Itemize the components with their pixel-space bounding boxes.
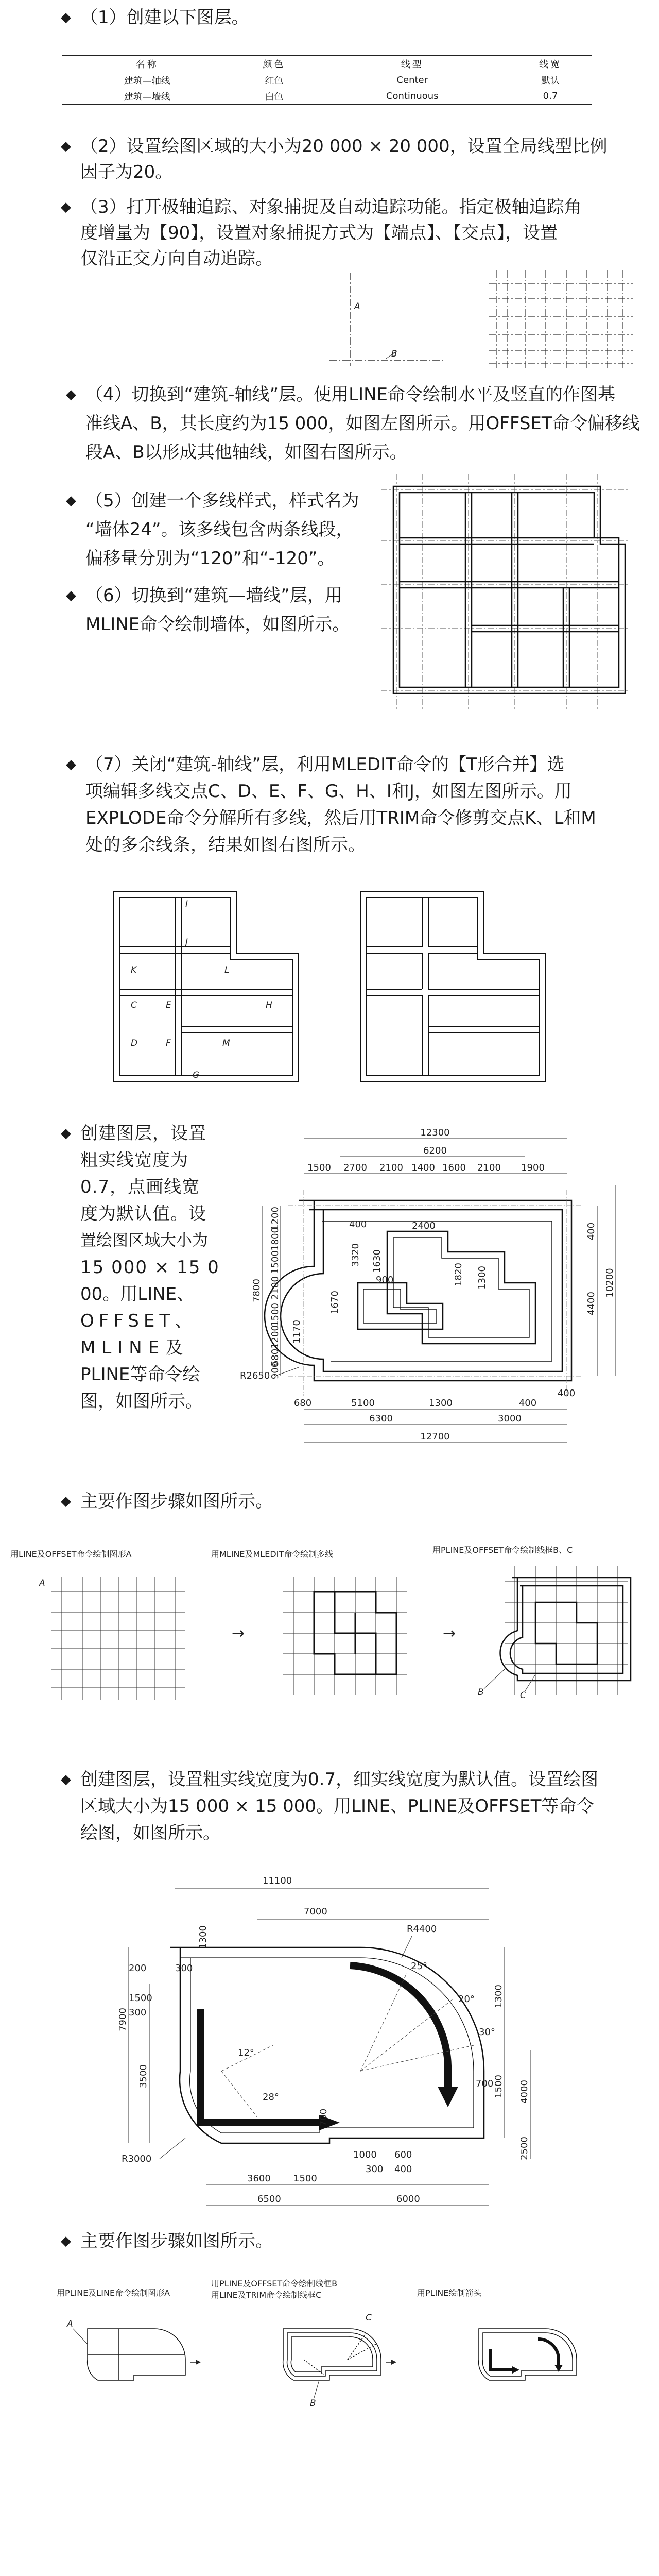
bullet: ◆ bbox=[61, 1772, 71, 1787]
dim-text: 1500 bbox=[307, 1162, 331, 1173]
bullet: ◆ bbox=[66, 387, 76, 402]
ex2-line-5: 置绘图区域大小为 bbox=[80, 1231, 208, 1250]
dim-text: 3600 bbox=[247, 2173, 271, 2184]
step-7-line-1: （7）关闭“建筑-轴线”层，利用MLEDIT命令的【T形合并】选 bbox=[85, 754, 565, 775]
label-h: H bbox=[266, 1000, 272, 1010]
dim-text: 1630 bbox=[372, 1249, 383, 1273]
dim-text: 300 bbox=[175, 1963, 193, 1974]
layer-color: 白色 bbox=[232, 88, 316, 105]
ex2-line-10: PLINE等命令绘 bbox=[80, 1364, 200, 1385]
dim-text: 6000 bbox=[396, 2194, 420, 2205]
arrow-icon: → bbox=[232, 1624, 245, 1642]
table-row bbox=[62, 88, 592, 105]
layer-color: 红色 bbox=[265, 75, 284, 87]
step-7-line-3: EXPLODE命令分解所有多线，然后用TRIM命令修剪交点K、L和M bbox=[85, 808, 596, 828]
dim-text: 400 bbox=[586, 1222, 597, 1241]
header-linetype: 线型 bbox=[316, 55, 509, 72]
bullet: ◆ bbox=[61, 199, 71, 215]
step-label-c: C bbox=[520, 1690, 526, 1701]
ex2-line-6: 15 000 × 15 0 bbox=[80, 1257, 220, 1278]
arrow-head-icon bbox=[438, 2087, 458, 2107]
dim-text: 400 bbox=[394, 2164, 412, 2175]
ex3-step-caption-3: 用PLINE绘制箭头 bbox=[417, 2288, 482, 2298]
dim-text: 1500 bbox=[129, 1993, 152, 2004]
step-thick-arrow bbox=[490, 2339, 559, 2370]
wall-lines bbox=[393, 486, 625, 693]
dim-text: 3320 bbox=[350, 1243, 361, 1267]
dim-text: 1670 bbox=[330, 1291, 340, 1314]
radius-label: R4400 bbox=[407, 1924, 437, 1935]
dim-text: 7800 bbox=[251, 1279, 262, 1302]
step-grid-a bbox=[51, 1577, 185, 1700]
dim-text: 1500 bbox=[493, 2075, 504, 2098]
angle-text: 30° bbox=[479, 2027, 495, 2038]
dim-text: 6200 bbox=[423, 1145, 447, 1156]
step-4-line-2: 准线A、B，其长度约为15 000，如图左图所示。用OFFSET命令偏移线 bbox=[85, 413, 640, 434]
ex3-line-2: 区域大小为15 000 × 15 000。用LINE、PLINE及OFFSET等命令 bbox=[80, 1796, 594, 1817]
step-label-a: A bbox=[67, 2319, 73, 2329]
dim-text: 1170 bbox=[291, 1320, 302, 1344]
header-name: 名称 bbox=[62, 55, 232, 72]
dim-text: 1600 bbox=[442, 1162, 466, 1173]
label-m: M bbox=[222, 1038, 230, 1048]
dim-text: 1500 bbox=[270, 1250, 281, 1274]
dim-text: 2500 bbox=[519, 2137, 530, 2160]
ex3-line-1: 创建图层，设置粗实线宽度为0.7，细实线宽度为默认值。设置绘图 bbox=[80, 1769, 599, 1790]
layer-table bbox=[62, 55, 592, 105]
ex3-step-caption-1: 用PLINE及LINE命令绘制图形A bbox=[57, 2288, 170, 2298]
ex2-line-2: 粗实线宽度为 bbox=[80, 1150, 188, 1171]
step-5-line-1: （5）创建一个多线样式，样式名为 bbox=[85, 490, 359, 511]
ex2-line-9: MLINE及 bbox=[80, 1337, 189, 1358]
ex2-step-caption-2: 用MLINE及MLEDIT命令绘制多线 bbox=[211, 1549, 334, 1559]
dim-text: 12300 bbox=[420, 1127, 450, 1138]
dim-text: 400 bbox=[518, 1398, 537, 1409]
dim-text: 1300 bbox=[198, 1925, 209, 1949]
dim-text: 6300 bbox=[369, 1413, 393, 1424]
dim-text: 700 bbox=[476, 2078, 494, 2089]
dim-text: 11100 bbox=[263, 1875, 292, 1886]
step-label-a: A bbox=[39, 1578, 45, 1588]
ex2-step-caption-1: 用LINE及OFFSET命令绘制图形A bbox=[10, 1549, 132, 1559]
dim-text: 680 bbox=[293, 1398, 312, 1409]
dim-text: 7900 bbox=[117, 2008, 128, 2031]
offset-grid bbox=[489, 270, 633, 368]
layer-linetype: Continuous bbox=[316, 88, 509, 105]
label-k: K bbox=[131, 965, 137, 975]
ex2-line-3: 0.7，点画线宽 bbox=[80, 1177, 200, 1197]
label-l: L bbox=[224, 965, 230, 975]
dim-text: 680 bbox=[270, 1348, 281, 1367]
bullet: ◆ bbox=[61, 1126, 71, 1141]
step-label-b: B bbox=[310, 2398, 316, 2409]
dim-text: 900 bbox=[270, 1361, 281, 1380]
layer-linetype: Center bbox=[396, 75, 428, 86]
angle-text: 28° bbox=[263, 2092, 279, 2103]
label-e: E bbox=[166, 1000, 171, 1010]
step-label-b: B bbox=[478, 1687, 484, 1698]
axis-label-a: A bbox=[354, 301, 360, 312]
dim-text: 2700 bbox=[343, 1162, 367, 1173]
step-7-line-4: 处的多余线条，结果如图右图所示。 bbox=[85, 835, 366, 855]
angle-text: 20° bbox=[458, 1994, 475, 2005]
ex3-dimension-lines bbox=[129, 1888, 530, 2205]
ex2-line-11: 图，如图所示。 bbox=[80, 1391, 203, 1412]
step-frames bbox=[500, 1578, 631, 1681]
dim-text: 6500 bbox=[257, 2194, 281, 2205]
dim-text: 1200 bbox=[270, 1207, 281, 1230]
ex3-step-caption-2a: 用PLINE及OFFSET命令绘制线框B bbox=[211, 2279, 338, 2289]
dim-text: 900 bbox=[376, 1275, 394, 1285]
bullet: ◆ bbox=[66, 588, 76, 603]
dim-text: 1900 bbox=[521, 1162, 545, 1173]
dim-text: 1500 bbox=[270, 1303, 281, 1327]
dim-text: 300 bbox=[366, 2164, 384, 2175]
dim-text: 2100 bbox=[270, 1276, 281, 1300]
dim-text: 1500 bbox=[293, 2173, 317, 2184]
step-grid-b bbox=[283, 1577, 407, 1695]
dim-text: 3000 bbox=[498, 1413, 522, 1424]
dim-text: 300 bbox=[129, 2007, 147, 2018]
angle-text: 12° bbox=[238, 2047, 254, 2058]
wall-mline-figure bbox=[381, 474, 638, 711]
ex2-line-1: 创建图层，设置 bbox=[80, 1123, 206, 1144]
dim-text: 1000 bbox=[353, 2149, 377, 2160]
dim-text: 1200 bbox=[270, 1325, 281, 1349]
ex2-line-4: 度为默认值。设 bbox=[80, 1204, 206, 1224]
bullet: ◆ bbox=[61, 2233, 71, 2249]
t-merge-figure bbox=[108, 886, 571, 1092]
base-lines bbox=[330, 273, 443, 366]
ex2-line-7: 00。用LINE、 bbox=[80, 1284, 195, 1304]
ex2-steps-text: 主要作图步骤如图所示。 bbox=[80, 1491, 273, 1512]
bullet: ◆ bbox=[61, 139, 71, 154]
bullet: ◆ bbox=[61, 1494, 71, 1509]
ex3-angle-rays bbox=[221, 1973, 474, 2117]
step-2-line-2: 因子为20。 bbox=[80, 162, 173, 182]
dim-text: 700 bbox=[318, 2108, 329, 2127]
header-color: 颜色 bbox=[232, 55, 316, 72]
dim-text: 5100 bbox=[351, 1398, 375, 1409]
ex3-steps-figure bbox=[46, 2277, 633, 2432]
step-4-line-1: （4）切换到“建筑-轴线”层。使用LINE命令绘制水平及竖直的作图基 bbox=[85, 384, 616, 405]
dim-text: 2400 bbox=[412, 1221, 436, 1231]
left-plan bbox=[113, 891, 299, 1082]
axis-grid bbox=[381, 474, 628, 711]
arrow-head-icon bbox=[512, 2366, 519, 2374]
label-j: J bbox=[185, 937, 188, 947]
dim-text: 2100 bbox=[379, 1162, 403, 1173]
dim-text: 3500 bbox=[138, 2064, 149, 2088]
ex2-line-8: OFFSET、 bbox=[80, 1311, 197, 1331]
step-6-line-1: （6）切换到“建筑—墙线”层，用 bbox=[85, 585, 342, 606]
step-2-line-1: （2）设置绘图区域的大小为20 000 × 20 000，设置全局线型比例 bbox=[80, 136, 608, 157]
ex3-steps-text: 主要作图步骤如图所示。 bbox=[80, 2231, 273, 2251]
dim-text: 400 bbox=[349, 1219, 367, 1230]
table-row bbox=[62, 72, 592, 89]
layer-table-header bbox=[62, 55, 592, 72]
dim-text: 7000 bbox=[304, 1906, 327, 1917]
arrow-icon: → bbox=[443, 1624, 456, 1642]
step-3-line-1: （3）打开极轴追踪、对象捕捉及自动追踪功能。指定极轴追踪角 bbox=[80, 197, 582, 217]
ex2-step-caption-3: 用PLINE及OFFSET命令绘制线框B、C bbox=[432, 1545, 573, 1555]
step-figure-a bbox=[88, 2329, 185, 2380]
step-5-line-2: “墙体24”。该多线包含两条线段， bbox=[85, 519, 354, 540]
dim-text: 4000 bbox=[519, 2080, 530, 2104]
label-f: F bbox=[166, 1038, 171, 1048]
right-plan bbox=[360, 891, 546, 1082]
axis-label-b: B bbox=[391, 349, 397, 359]
label-i: I bbox=[185, 899, 188, 909]
bullet: ◆ bbox=[66, 493, 76, 509]
bullet: ◆ bbox=[66, 757, 76, 772]
layer-name: 建筑—墙线 bbox=[62, 88, 232, 105]
dim-text: 1800 bbox=[270, 1227, 281, 1251]
step-label-c: C bbox=[366, 2313, 372, 2323]
label-d: D bbox=[131, 1038, 138, 1048]
dim-text: 400 bbox=[557, 1388, 576, 1399]
dim-text: 4400 bbox=[586, 1292, 597, 1315]
dim-text: 1300 bbox=[477, 1266, 488, 1290]
step-4-line-3: 段A、B以形成其他轴线，如图右图所示。 bbox=[85, 442, 407, 463]
dim-text: 12700 bbox=[420, 1431, 450, 1442]
layer-lineweight: 0.7 bbox=[509, 88, 592, 105]
dim-text: 1820 bbox=[453, 1263, 464, 1286]
radius-label: R3000 bbox=[122, 2154, 152, 2164]
ex3-drawing-figure bbox=[103, 1850, 566, 2221]
radius-label: R2650 bbox=[240, 1370, 270, 1381]
ex3-line-3: 绘图，如图所示。 bbox=[80, 1823, 220, 1843]
dim-text: 600 bbox=[394, 2149, 412, 2160]
layer-name: 建筑—轴线 bbox=[124, 75, 170, 87]
step-5-line-3: 偏移量分别为“120”和“-120”。 bbox=[85, 548, 335, 569]
ex3-thick-arrow-path bbox=[201, 1965, 448, 2123]
dim-text: 1400 bbox=[411, 1162, 435, 1173]
step-figure-b bbox=[283, 2329, 381, 2380]
ex2-steps-figure bbox=[5, 1546, 654, 1710]
bullet: ◆ bbox=[61, 10, 71, 25]
dim-text: 2100 bbox=[477, 1162, 501, 1173]
ex2-plan-figure bbox=[237, 1128, 638, 1458]
step-7-line-2: 项编辑多线交点C、D、E、F、G、H、I和J，如图左图所示。用 bbox=[85, 781, 572, 802]
label-c: C bbox=[131, 1000, 137, 1010]
dim-text: 1300 bbox=[493, 1985, 504, 2008]
axis-lines-figure bbox=[319, 268, 649, 371]
step-6-line-2: MLINE命令绘制墙体，如图所示。 bbox=[85, 614, 350, 635]
step-figure-c bbox=[479, 2329, 577, 2380]
dim-text: 10200 bbox=[604, 1268, 615, 1298]
header-lineweight: 线宽 bbox=[509, 55, 592, 72]
dim-text: 200 bbox=[129, 1963, 147, 1974]
step-1-text: （1）创建以下图层。 bbox=[80, 7, 249, 28]
layer-lineweight: 默认 bbox=[541, 75, 560, 87]
dim-text: 1300 bbox=[429, 1398, 453, 1409]
ex3-step-caption-2b: 用LINE及TRIM命令绘制线框C bbox=[211, 2290, 322, 2300]
step-3-line-2: 度增量为【90】，设置对象捕捉方式为【端点】、【交点】，设置 bbox=[80, 223, 558, 243]
step-3-line-3: 仅沿正交方向自动追踪。 bbox=[80, 248, 273, 269]
label-g: G bbox=[193, 1070, 200, 1080]
angle-text: 25° bbox=[411, 1961, 427, 1972]
